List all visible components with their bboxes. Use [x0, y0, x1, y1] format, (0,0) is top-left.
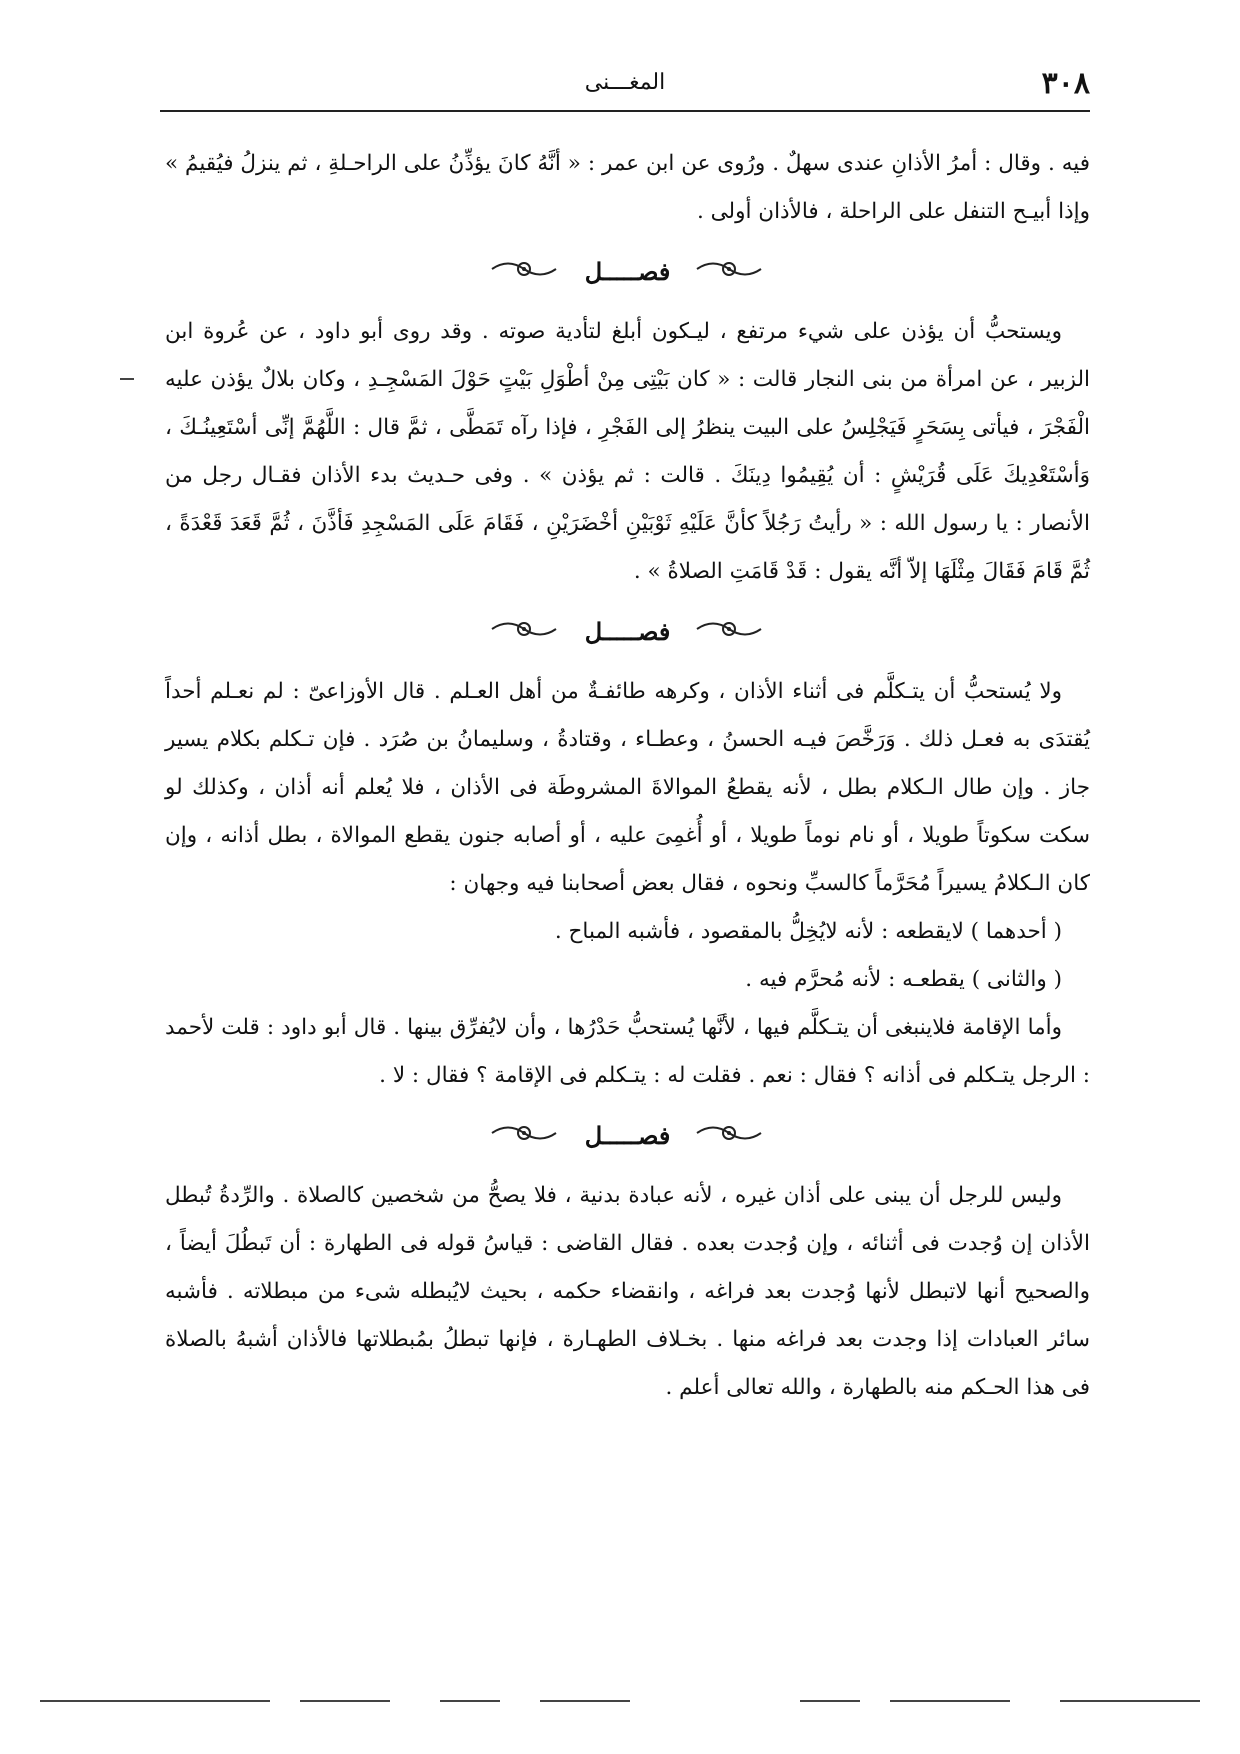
paragraph: وأما الإقامة فلاينبغى أن يتـكلَّم فيها ، لأنَّها يُستحبُّ حَدْرُها ، وأن لايُفرِّق بينها . قال أبو داود : قلت لأحمد : الرجل يتـكلم فى أذانه ؟ فقال : نعم . فقلت له : يتـكلم فى الإقامة ؟ فقال : لا .	[165, 1015, 1090, 1088]
ornament-icon	[695, 250, 765, 298]
margin-mark	[120, 378, 134, 380]
section-heading	[165, 248, 1090, 296]
ornament-icon	[490, 250, 560, 298]
paragraph: ويستحبُّ أن يؤذن على شيء مرتفع ، ليـكون أبلغ لتأدية صوته . وقد روى أبو داود ، عن عُروة ابن الزبير ، عن امرأة من بنى النجار قالت : « كان بَيْتِى مِنْ أطْوَلِ بَيْتٍ حَوْلَ المَسْجِـدِ ، وكان بلالٌ يؤذن عليه الْفَجْرَ ، فيأتى بِسَحَرٍ فَيَجْلِسُ على البيت ينظرُ إلى الفَجْرِ ، فإذا رآه تَمَطَّى ، ثمَّ قال : اللَّهُمَّ إنِّى أسْتَعِينُـكَ ، وَأسْتَعْدِيكَ عَلَى قُرَيْشٍ : أن يُقِيمُوا دِينَكَ . قالت : ثم يؤذن » . وفى حـديث بدء الأذان فقـال رجل من الأنصار : يا رسول الله : « رأيتُ رَجُلاً كأنَّ عَلَيْهِ ثَوْبَيْنِ أخْضَرَيْنِ ، فَقَامَ عَلَى المَسْجِدِ فَأذَّنَ ، ثُمَّ قَعَدَ قَعْدَةً ، ثُمَّ قَامَ فَقَالَ مِثْلَهَا إلاّ أنَّه يقول : قَدْ قَامَتِ الصلاةُ » .	[165, 319, 1090, 584]
footer-line	[1060, 1700, 1200, 1702]
footer-line	[440, 1700, 500, 1702]
section-title: فصـــــل	[584, 617, 671, 646]
ornament-icon	[695, 1114, 765, 1162]
footer-line	[800, 1700, 860, 1702]
footer-rule	[40, 1700, 1200, 1704]
page-body	[165, 140, 1090, 1412]
list-item: ( أحدهما ) لايقطعه : لأنه لايُخِلُّ بالمقصود ، فأشبه المباح .	[554, 919, 1062, 944]
footer-line	[40, 1700, 270, 1702]
section-title: فصـــــل	[584, 257, 671, 286]
ornament-icon	[490, 1114, 560, 1162]
paragraph: وليس للرجل أن يبنى على أذان غيره ، لأنه عبادة بدنية ، فلا يصحُّ من شخصين كالصلاة . والرِّدةُ تُبطل الأذان إن وُجدت فى أثنائه ، وإن وُجدت بعده . فقال القاضى : قياسُ قوله فى الطهارة : أن تَبطُلَ أيضاً ، والصحيح أنها لاتبطل لأنها وُجدت بعد فراغه ، وانقضاء حكمه ، بحيث لايُبطله شىء من مبطلاته . فأشبه سائر العبادات إذا وجدت بعد فراغه منها . بخـلاف الطهـارة ، فإنها تبطلُ بمُبطلاتها فالأذان أشبهُ بالصلاة فى هذا الحـكم منه بالطهارة ، والله تعالى أعلم .	[165, 1183, 1090, 1400]
paragraph: فيه . وقال : أمرُ الأذانِ عندى سهلٌ . ورُوى عن ابن عمر : « أنَّهُ كانَ يؤذِّنُ على الراحـلةِ ، ثم ينزلُ فيُقيمُ » وإذا أبيـح التنفل على الراحلة ، فالأذان أولى .	[165, 151, 1090, 224]
running-head: المغـــنى	[584, 70, 666, 95]
paragraph: ولا يُستحبُّ أن يتـكلَّم فى أثناء الأذان ، وكرهه طائفـةٌ من أهل العـلم . قال الأوزاعىّ : لم نعـلم أحداً يُقتدَى به فعـل ذلك . وَرَخَّصَ فيـه الحسنُ ، وعطـاء ، وقتادةُ ، وسليمانُ بن صُرَد . فإن تـكلم بكلام يسير جاز . وإن طال الـكلام بطل ، لأنه يقطعُ الموالاةَ المشروطَة فى الأذان ، فلا يُعلم أنه أذان ، وكذلك لو سكت سكوتاً طويلا ، أو نام نوماً طويلا ، أو أُغمِىَ عليه ، أو أصابه جنون يقطع الموالاة ، بطل أذانه ، وإن كان الـكلامُ يسيراً مُحَرَّماً كالسبِّ ونحوه ، فقال بعض أصحابنا فيه وجهان :	[165, 679, 1090, 896]
section-heading	[165, 608, 1090, 656]
page-header	[160, 62, 1090, 112]
section-title: فصـــــل	[584, 1121, 671, 1150]
page-number: ٣٠٨	[1041, 66, 1090, 101]
ornament-icon	[695, 610, 765, 658]
ornament-icon	[490, 610, 560, 658]
footer-line	[300, 1700, 390, 1702]
section-heading	[165, 1112, 1090, 1160]
footer-line	[890, 1700, 1010, 1702]
list-item: ( والثانى ) يقطعـه : لأنه مُحرَّم فيه .	[745, 967, 1062, 992]
footer-line	[540, 1700, 630, 1702]
